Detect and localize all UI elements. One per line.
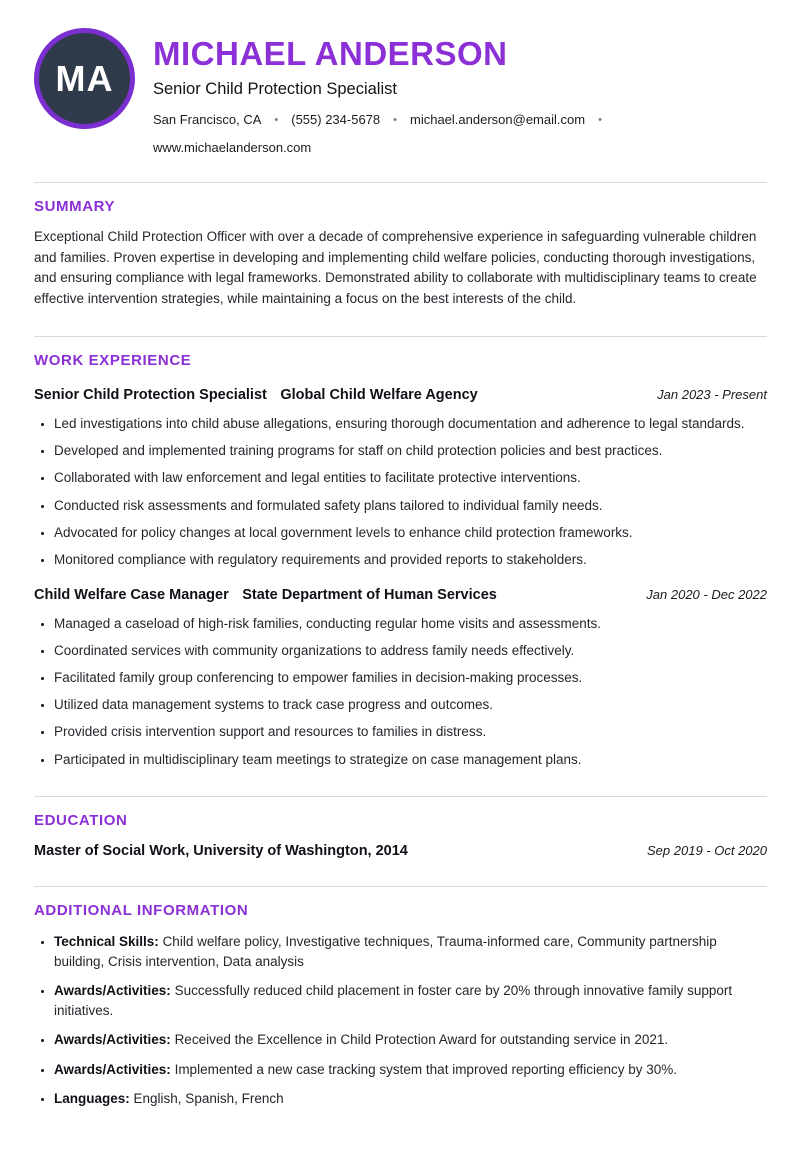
job-bullet: • Collaborated with law enforcement and legal entities to facilitate protective interventions. — [54, 468, 767, 488]
job-bullet-list — [34, 614, 767, 769]
job-title-line — [34, 386, 478, 404]
job-bullet: • Facilitated family group conferencing to empower families in decision-making processes. — [54, 668, 767, 688]
additional-item-text: Received the Excellence in Child Protection Award for outstanding service in 2021. — [174, 1032, 669, 1048]
job-bullet: • Conducted risk assessments and formulated safety plans tailored to individual family needs. — [54, 496, 767, 516]
contact-email: michael.anderson@email.com — [410, 112, 586, 128]
avatar — [34, 28, 135, 129]
additional-item — [54, 932, 767, 971]
additional-item-label: Awards/Activities: — [54, 1032, 171, 1048]
additional-item-label: Technical Skills: — [54, 934, 159, 950]
job-header — [34, 586, 767, 604]
job-bullet-list — [34, 414, 767, 569]
avatar-initials: MA — [55, 57, 114, 99]
additional-information-section — [34, 886, 767, 1109]
job-header — [34, 386, 767, 404]
job-role: Senior Child Protection Specialist — [34, 387, 267, 404]
contact-location: San Francisco, CA — [153, 112, 262, 128]
summary-heading: SUMMARY — [34, 198, 116, 216]
job-dates: Jan 2023 - Present — [657, 387, 767, 403]
summary-section — [34, 182, 767, 309]
work-experience-section — [34, 336, 767, 769]
additional-item-label: Awards/Activities: — [54, 1061, 171, 1077]
name-heading: MICHAEL ANDERSON — [153, 35, 508, 72]
education-dates: Sep 2019 - Oct 2020 — [647, 843, 767, 859]
job-bullet: • Managed a caseload of high-risk families, conducting regular home visits and assessments. — [54, 614, 767, 634]
contact-website: www.michaelanderson.com — [153, 140, 312, 156]
additional-item-label: Languages: — [54, 1091, 130, 1107]
job-entry — [34, 586, 767, 769]
additional-item — [54, 1060, 767, 1080]
job-bullet: • Coordinated services with community organizations to address family needs effectively. — [54, 641, 767, 661]
job-bullet: • Led investigations into child abuse allegations, ensuring thorough documentation and adherence to legal standards. — [54, 414, 767, 434]
work-experience-heading: WORK EXPERIENCE — [34, 352, 192, 370]
education-entry — [34, 843, 767, 859]
contact-separator: • — [393, 113, 397, 126]
job-bullet: • Advocated for policy changes at local government levels to enhance child protection frameworks. — [54, 523, 767, 543]
job-role: Child Welfare Case Manager — [34, 587, 229, 604]
additional-information-heading: ADDITIONAL INFORMATION — [34, 902, 249, 920]
job-bullet: • Monitored compliance with regulatory requirements and provided reports to stakeholders. — [54, 550, 767, 570]
education-section — [34, 796, 767, 859]
additional-item-text: Child welfare policy, Investigative techniques, Trauma-informed care, Community partnership building, Crisis intervention, Data analysis — [54, 934, 717, 969]
additional-item — [54, 981, 767, 1020]
job-bullet: • Participated in multidisciplinary team meetings to strategize on case management plans. — [54, 750, 767, 770]
contact-separator: • — [274, 113, 279, 126]
education-degree: Master of Social Work, University of Washington, 2014 — [34, 843, 408, 860]
job-company: Global Child Welfare Agency — [280, 387, 478, 404]
header-job-title: Senior Child Protection Specialist — [153, 80, 397, 99]
additional-item-text: Implemented a new case tracking system that improved reporting efficiency by 30%. — [174, 1061, 678, 1077]
summary-text: Exceptional Child Protection Officer with over a decade of comprehensive experience in safeguarding vulnerable children and families. Proven expertise in developing and implementing child welfare policies, conducting thorough investigations, and ensuring compliance with legal frameworks. Demonstrated ability to collaborate with multidisciplinary teams to create effective intervention strategies, while maintaining a focus on the best interests of the child. — [34, 229, 757, 306]
job-company: State Department of Human Services — [242, 587, 497, 604]
contact-phone: (555) 234-5678 — [291, 112, 381, 128]
additional-item-text: Successfully reduced child placement in foster care by 20% through innovative family support initiatives. — [54, 983, 733, 1018]
job-bullet: • Provided crisis intervention support and resources to families in distress. — [54, 722, 767, 742]
job-dates: Jan 2020 - Dec 2022 — [646, 587, 767, 603]
additional-item — [54, 1089, 767, 1109]
additional-item — [54, 1030, 767, 1050]
additional-item-list — [34, 932, 767, 1109]
header-text — [153, 28, 767, 155]
additional-item-text: English, Spanish, French — [133, 1091, 284, 1107]
additional-item-label: Awards/Activities: — [54, 983, 171, 999]
contact-line — [153, 112, 767, 155]
resume-header — [34, 28, 767, 155]
job-bullet: • Utilized data management systems to track case progress and outcomes. — [54, 695, 767, 715]
job-title-line — [34, 586, 497, 604]
contact-separator: • — [598, 113, 602, 126]
job-entry — [34, 386, 767, 569]
job-bullet: • Developed and implemented training programs for staff on child protection policies and best practices. — [54, 441, 767, 461]
education-heading: EDUCATION — [34, 812, 128, 830]
